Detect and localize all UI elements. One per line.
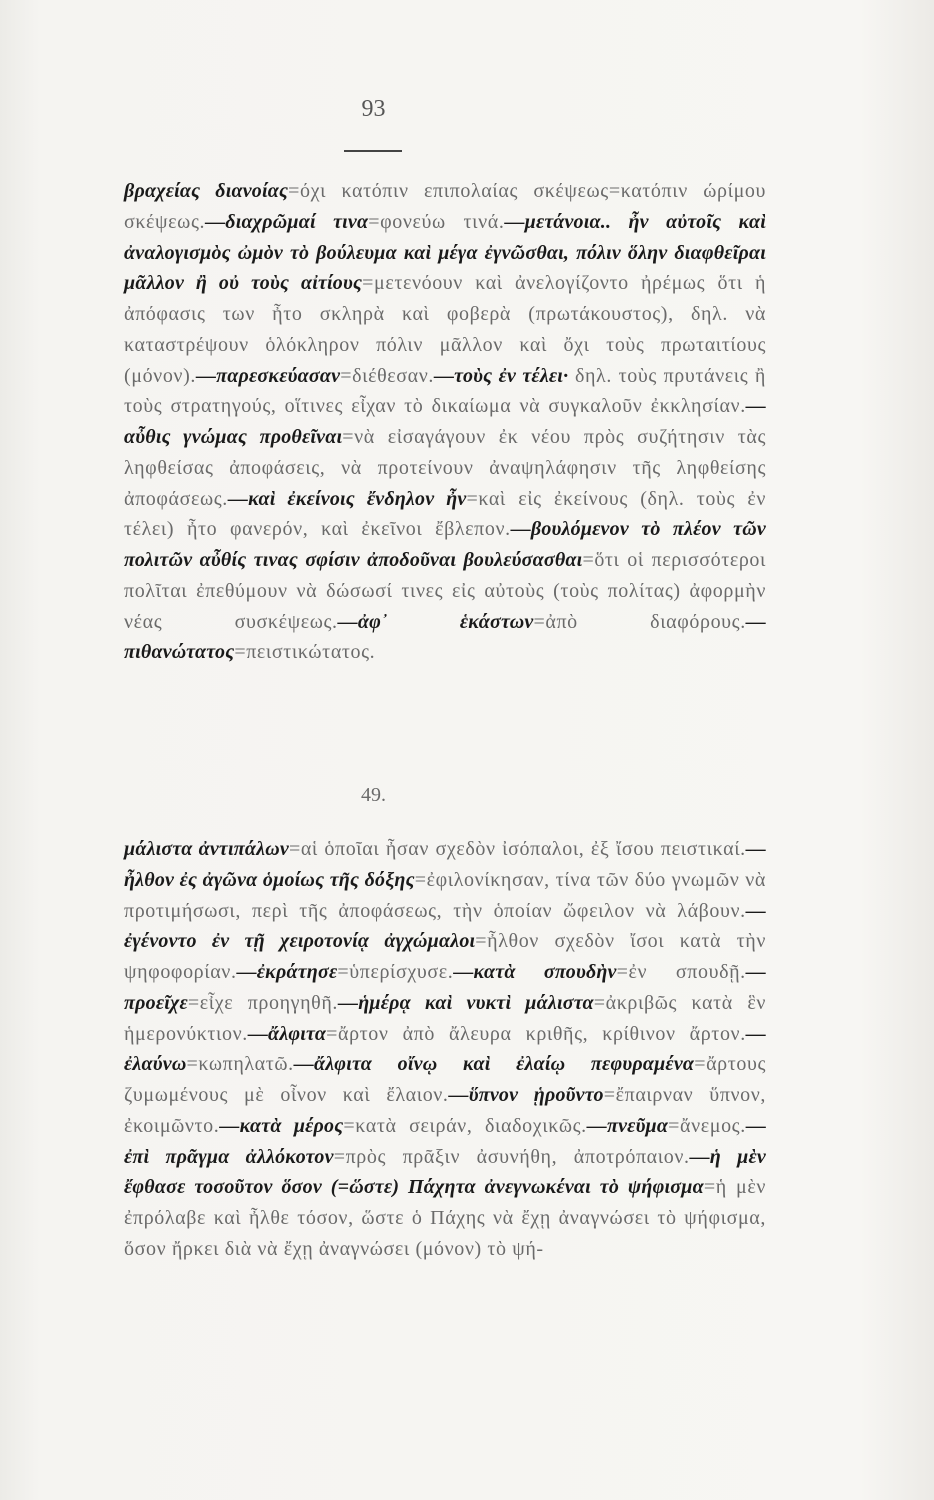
commentary-segment: —βουλόμενον τὸ πλέον τῶν πολιτῶν αὖθίς τινας σφίσιν ἀποδοῦναι βουλεύσασθαι xyxy=(124,518,767,571)
commentary-segment: =εἶχε προηγηθῆ. xyxy=(187,991,338,1014)
commentary-segment: =ἀκριβῶς κατὰ ἓν ἡμερονύκτιον. xyxy=(124,991,766,1045)
commentary-segment: —ἡ μὲν ἔφθασε τοσοῦτον ὅσον (=ὥστε) Πάχητα ἀνεγνωκέναι τὸ ψήφισμα xyxy=(124,1145,766,1199)
commentary-segment: =ὑπερίσχυσε. xyxy=(337,961,454,983)
commentary-segment: —διαχρῶμαί τινα xyxy=(205,210,369,233)
commentary-segment: —ἀφ᾽ ἑκάστων xyxy=(337,610,534,633)
commentary-segment: =ὅτι οἱ περισσότεροι πολῖται ἐπεθύμουν νὰ δώσωσί τινες εἰς αὐτοὺς (τοὺς πολίτας) ἀφορμὴν νέας συσκέψεως. xyxy=(124,549,767,633)
commentary-segment: =ἡ μὲν ἐπρόλαβε καὶ ἦλθε τόσον, ὥστε ὁ Πάχης νὰ ἔχῃ ἀναγνώσει τὸ ψήφισμα, ὅσον ἤρκει διὰ νὰ ἔχῃ ἀναγνώσει (μόνον) τὸ ψή- xyxy=(124,1176,766,1260)
commentary-segment: =ἄρτον ἀπὸ ἄλευρα κριθῆς, κρίθινον ἄρτον. xyxy=(326,1022,746,1045)
commentary-segment: —προεῖχε xyxy=(124,961,766,1014)
commentary-segment: =πειστικώτατος. xyxy=(234,641,376,664)
commentary-segment: —πιθανώτατος xyxy=(124,610,766,664)
commentary-segment: =πρὸς πρᾶξιν ἀσυνήθη, ἀποτρόπαιον. xyxy=(333,1145,690,1168)
commentary-segment: =νὰ εἰσαγάγουν ἐκ νέου πρὸς συζήτησιν τὰς ληφθείσας ἀποφάσεις, νὰ προτείνουν ἀναψηλάφησιν τῆς ληφθείσης ἀποφάσεως. xyxy=(124,426,766,510)
commentary-segment: μάλιστα ἀντιπάλων xyxy=(124,838,289,860)
commentary-segment: =όχι κατόπιν επιπολαίας σκέψεως=κατόπιν ώρίμου σκέψεως. xyxy=(124,180,767,233)
commentary-segment: =αἱ ὁποῖαι ἦσαν σχεδὸν ἰσόπαλοι, ἐξ ἴσου πειστικαί. xyxy=(288,838,746,860)
commentary-segment: =ἄρτους ζυμωμένους μὲ οἶνον καὶ ἔλαιον. xyxy=(124,1053,766,1106)
commentary-segment: βραχείας διανοίας xyxy=(124,180,289,202)
commentary-segment: =φονεύω τινά. xyxy=(368,210,505,233)
commentary-segment: —ὕπνον ᾑροῦντο xyxy=(448,1084,604,1106)
commentary-segment: =μετενόουν καὶ ἀνελογίζοντο ἠρέμως ὅτι ἡ ἀπόφασις των ἦτο σκληρὰ καὶ φοβερὰ (πρωτάκουστος), δηλ. νὰ καταστρέψουν ὁλόκληρον πόλιν μᾶλλον καὶ ὄχι τοὺς πρωταιτίους (μόνον). xyxy=(124,272,767,387)
commentary-segment: —μετάνοια.. ἦν αὐτοῖς καὶ ἀναλογισμὸς ὠμὸν τὸ βούλευμα καὶ μέγα ἐγνῶσθαι, πόλιν ὅλην διαφθεῖραι μᾶλλον ἢ οὐ τοὺς αἰτίους xyxy=(124,210,766,295)
commentary-segment: —ἦλθον ἐς ἀγῶνα ὁμοίως τῆς δόξης xyxy=(124,838,766,891)
commentary-segment: =ἄνεμος. xyxy=(668,1114,746,1137)
commentary-block-2 xyxy=(124,834,766,1265)
page-number: 93 xyxy=(361,96,386,122)
commentary-segment: —ἄλφιτα xyxy=(247,1022,327,1045)
commentary-segment: —κατὰ μέρος xyxy=(219,1114,344,1137)
commentary-segment: —ἐγένοντο ἐν τῇ χειροτονίᾳ ἀγχώμαλοι xyxy=(124,899,766,953)
commentary-segment: —ἐκράτησε xyxy=(236,961,338,983)
commentary-segment: —πνεῦμα xyxy=(586,1114,669,1137)
commentary-segment: =ἐφιλονίκησαν, τίνα τῶν δύο γνωμῶν νὰ προτιμήσωσι, περὶ τῆς ἀποφάσεως, τὴν ὁποίαν ὤφειλον νὰ λάβουν. xyxy=(124,868,766,922)
commentary-segment: =ἀπὸ διαφόρους. xyxy=(533,610,746,633)
commentary-segment: =κωπηλατῶ. xyxy=(186,1053,294,1076)
commentary-segment: =καὶ εἰς ἐκείνους (δηλ. τοὺς ἐν τέλει) ἦτο φανερόν, καὶ ἐκεῖνοι ἔβλεπον. xyxy=(124,487,766,541)
commentary-segment: —ἄλφιτα οἴνῳ καὶ ἐλαίῳ πεφυραμένα xyxy=(293,1053,695,1076)
commentary-segment: =ἔπαιρναν ὕπνον, ἐκοιμῶντο. xyxy=(124,1084,766,1137)
commentary-segment: —τοὺς ἐν τέλει· xyxy=(433,364,569,387)
commentary-segment: δηλ. τοὺς πρυτάνεις ἢ τοὺς στρατηγούς, οἵτινες εἶχαν τὸ δικαίωμα νὰ συγκαλοῦν ἐκκλησίαν. xyxy=(124,364,766,418)
commentary-segment: =κατὰ σειράν, διαδοχικῶς. xyxy=(343,1114,587,1137)
commentary-segment: —ἐλαύνω xyxy=(124,1022,766,1076)
commentary-segment: =διέθεσαν. xyxy=(340,364,434,387)
commentary-segment: —καὶ ἐκείνοις ἔνδηλον ἦν xyxy=(227,487,467,510)
commentary-segment: —αὖθις γνώμας προθεῖναι xyxy=(124,395,766,448)
commentary-segment: —ἐπὶ πρᾶγμα ἀλλόκοτον xyxy=(124,1114,767,1168)
commentary-segment: =ἦλθον σχεδὸν ἴσοι κατὰ τὴν ψηφοφορίαν. xyxy=(124,930,766,983)
commentary-segment: =ἐν σπουδῇ. xyxy=(616,961,746,983)
section-number: 49. xyxy=(361,784,386,806)
commentary-block-1 xyxy=(124,176,766,668)
commentary-segment: —ἡμέρᾳ καὶ νυκτὶ μάλιστα xyxy=(338,991,594,1014)
commentary-segment: —παρεσκεύασαν xyxy=(195,364,341,387)
commentary-segment: —κατὰ σπουδὴν xyxy=(453,961,617,983)
page-number-rule xyxy=(344,150,402,152)
